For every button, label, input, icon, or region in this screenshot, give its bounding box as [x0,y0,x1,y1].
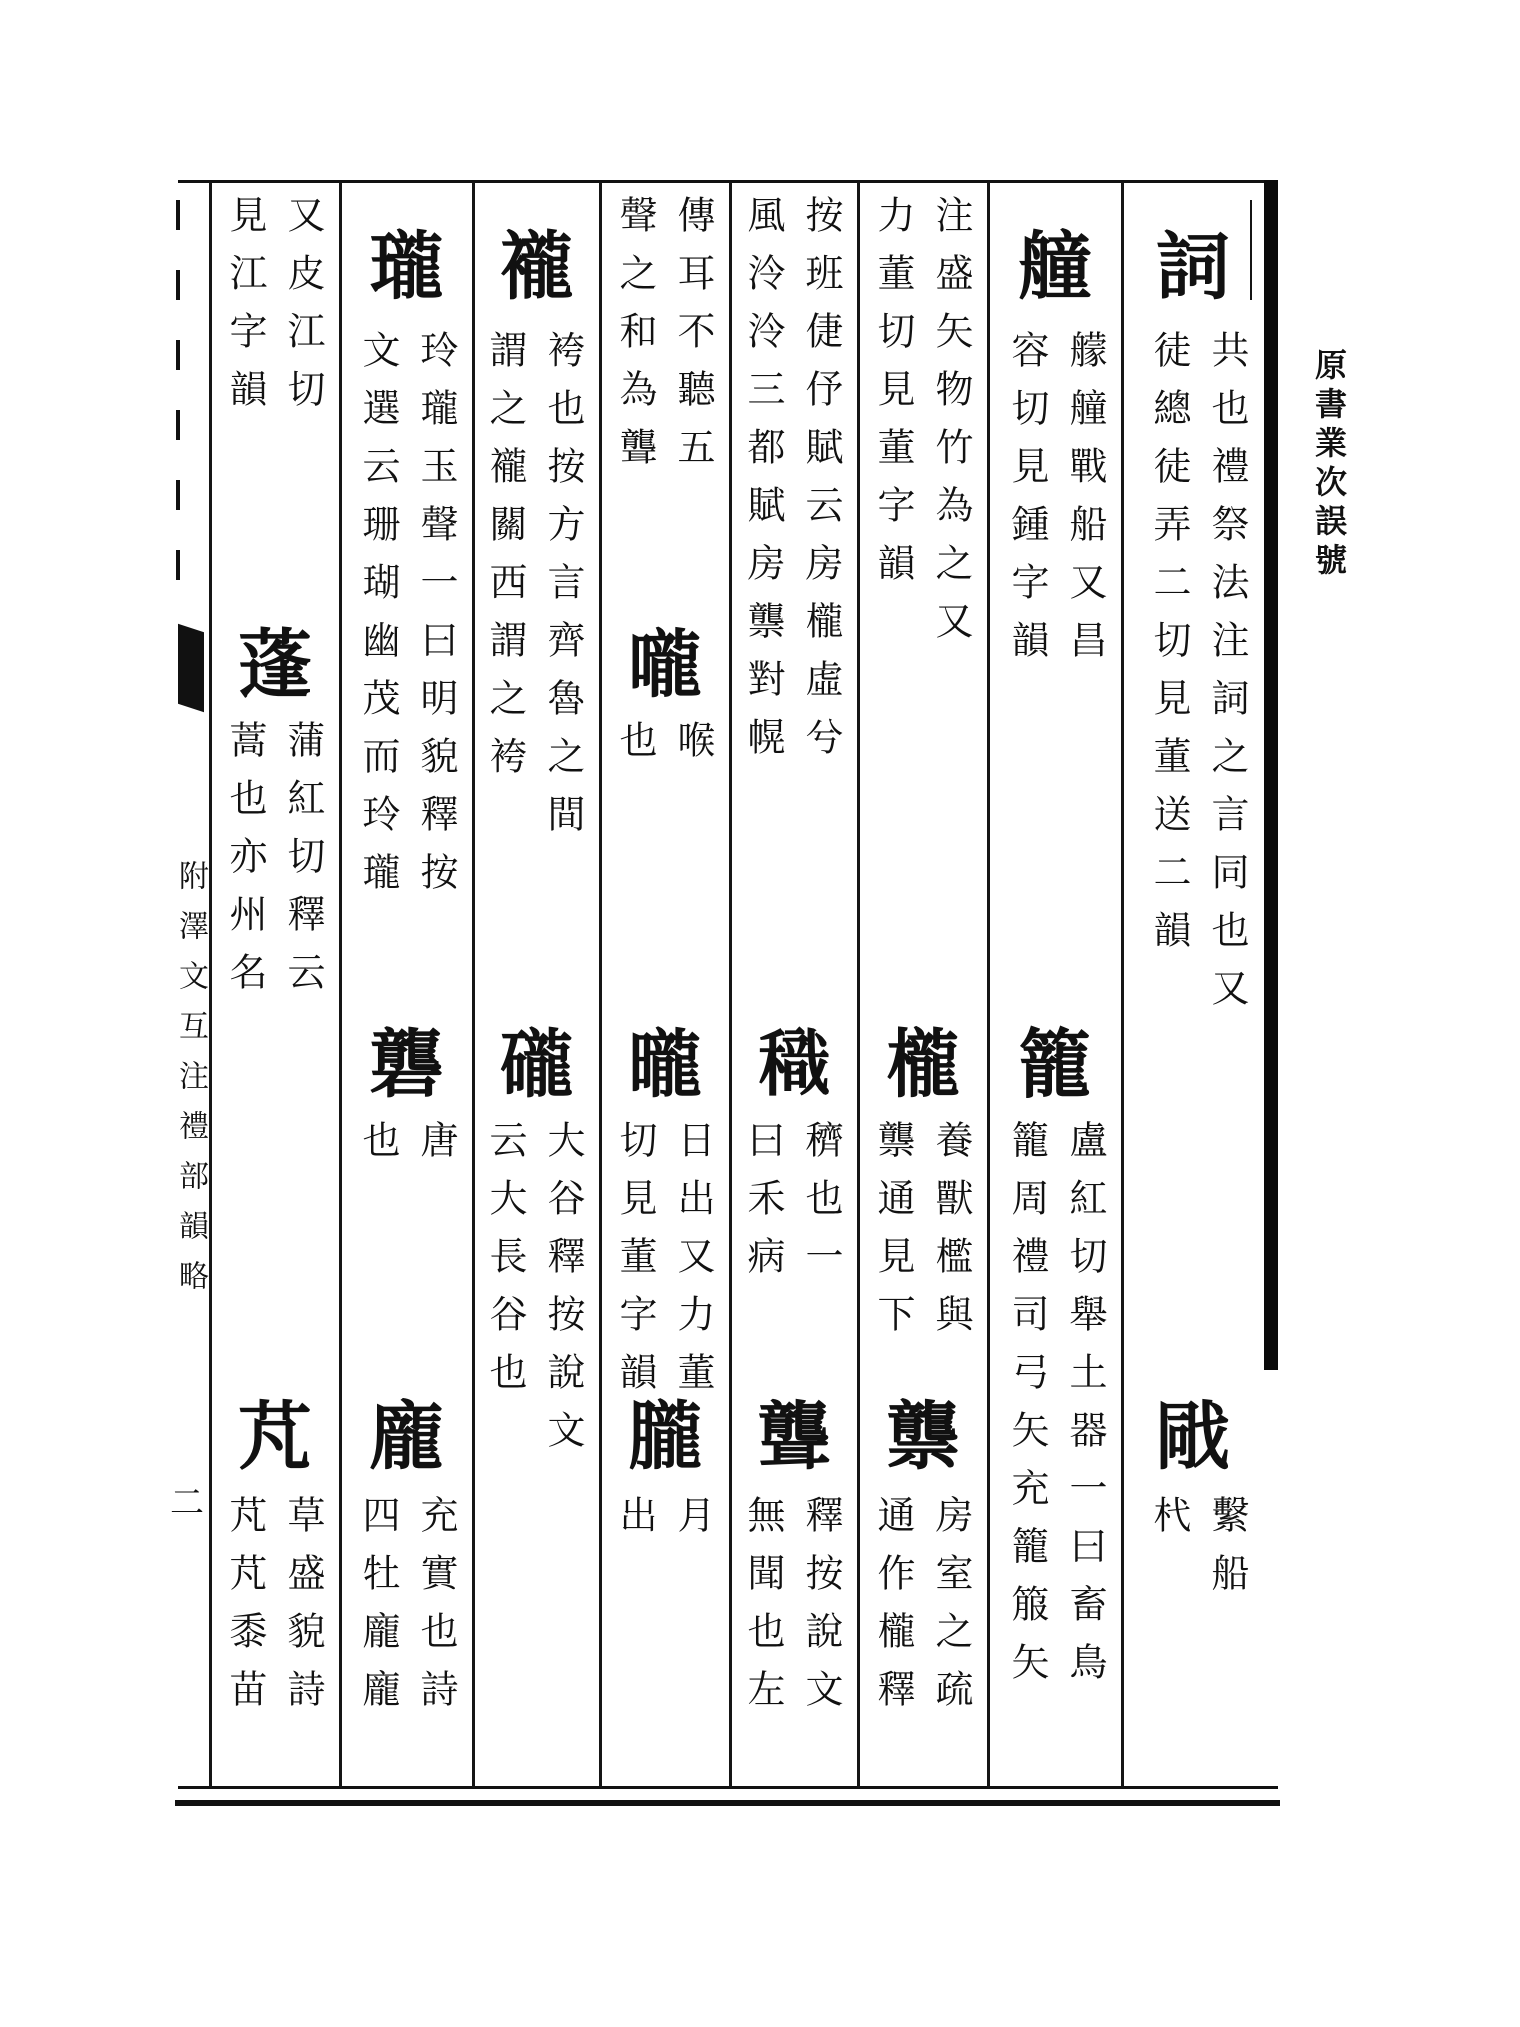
entry-annotation: 草盛貌詩芃芃黍苗 [223,1495,325,1727]
entry-headword: 𥢧 [757,1022,831,1108]
entry-annotation: 傳耳不聽五聲之和為聾 [613,195,715,485]
entry-annotation: 唐也 [356,1120,458,1178]
dictionary-column [1122,184,1264,1784]
dictionary-column [600,184,730,1784]
entry-headword: 襱 [499,224,574,310]
entry-annotation: 按班倢伃賦云房櫳虛兮風泠泠三都賦房龒對幌 [741,195,843,775]
entry-annotation: 釋按說文無聞也左 [741,1495,843,1727]
running-title: 附澤文互注禮部韻略 [173,860,208,1310]
entry-headword: 礱 [369,1022,444,1108]
entry-annotation: 穧也一曰禾病 [741,1120,843,1294]
entry-headword: 戙 [1156,1394,1230,1480]
entry-annotation: 大谷釋按說文云大長谷也 [483,1120,585,1468]
entry-annotation: 養獸檻與龒通見下 [871,1120,973,1352]
entry-annotation: 又皮江切見江字韻 [223,195,325,427]
dictionary-column [473,184,600,1784]
entry-headword: 曨 [628,1022,702,1108]
entry-annotation: 盧紅切舉土器一曰畜鳥籠周禮司弓矢充籠箙矢 [1005,1120,1107,1700]
entry-headword: 蓬 [238,622,312,708]
entry-headword: 嚨 [628,622,702,708]
bottom-border-inner [178,1786,1278,1789]
entry-headword: 瓏 [369,224,444,310]
entry-annotation: 袴也按方言齊魯之間謂之襱關西謂之袴 [483,330,585,852]
dictionary-column [988,184,1122,1784]
entry-headword: 芃 [238,1394,312,1480]
entry-headword: 艟 [1018,224,1092,310]
entry-annotation: 共也禮祭法注詞之言同也又徒總徒弄二切見董送二韻 [1147,330,1249,1026]
entry-headword: 詞 [1156,224,1230,310]
dictionary-column [730,184,858,1784]
entry-annotation: 注盛矢物竹為之又力董切見董字韻 [871,195,973,659]
dictionary-column [340,184,473,1784]
dictionary-column [210,184,340,1784]
entry-annotation: 充實也詩四牡龐龐 [356,1495,458,1727]
entry-headword: 朧 [628,1394,702,1480]
entry-annotation: 喉也 [613,720,715,778]
entry-headword: 礲 [499,1022,574,1108]
page-number: 二 [170,1483,204,1523]
entry-annotation: 房室之疏通作櫳釋 [871,1495,973,1727]
right-frame-bar [1264,180,1278,1370]
entry-headword: 龐 [369,1394,444,1480]
entry-headword: 櫳 [886,1022,960,1108]
entry-annotation: 玲瓏玉聲一曰明貌釋按文選云珊瑚幽茂而玲瓏 [356,330,458,910]
dictionary-column [858,184,988,1784]
entry-annotation: 艨艟戰船又昌容切見鍾字韻 [1005,330,1107,678]
entry-headword: 龒 [886,1394,960,1480]
entry-headword: 籠 [1018,1022,1092,1108]
entry-annotation: 日出又力董切見董字韻 [613,1120,715,1410]
fold-mark [178,624,204,712]
top-border [178,180,1278,183]
fold-fragment [176,200,180,580]
bottom-border-outer [175,1800,1280,1806]
entry-annotation: 繫船杙 [1147,1495,1249,1611]
margin-note: 原書業次誤號 [1310,348,1348,582]
entry-headword: 聾 [757,1394,831,1480]
entry-annotation: 蒲紅切釋云蒿也亦州名 [223,720,325,1010]
entry-annotation: 月出 [613,1495,715,1553]
